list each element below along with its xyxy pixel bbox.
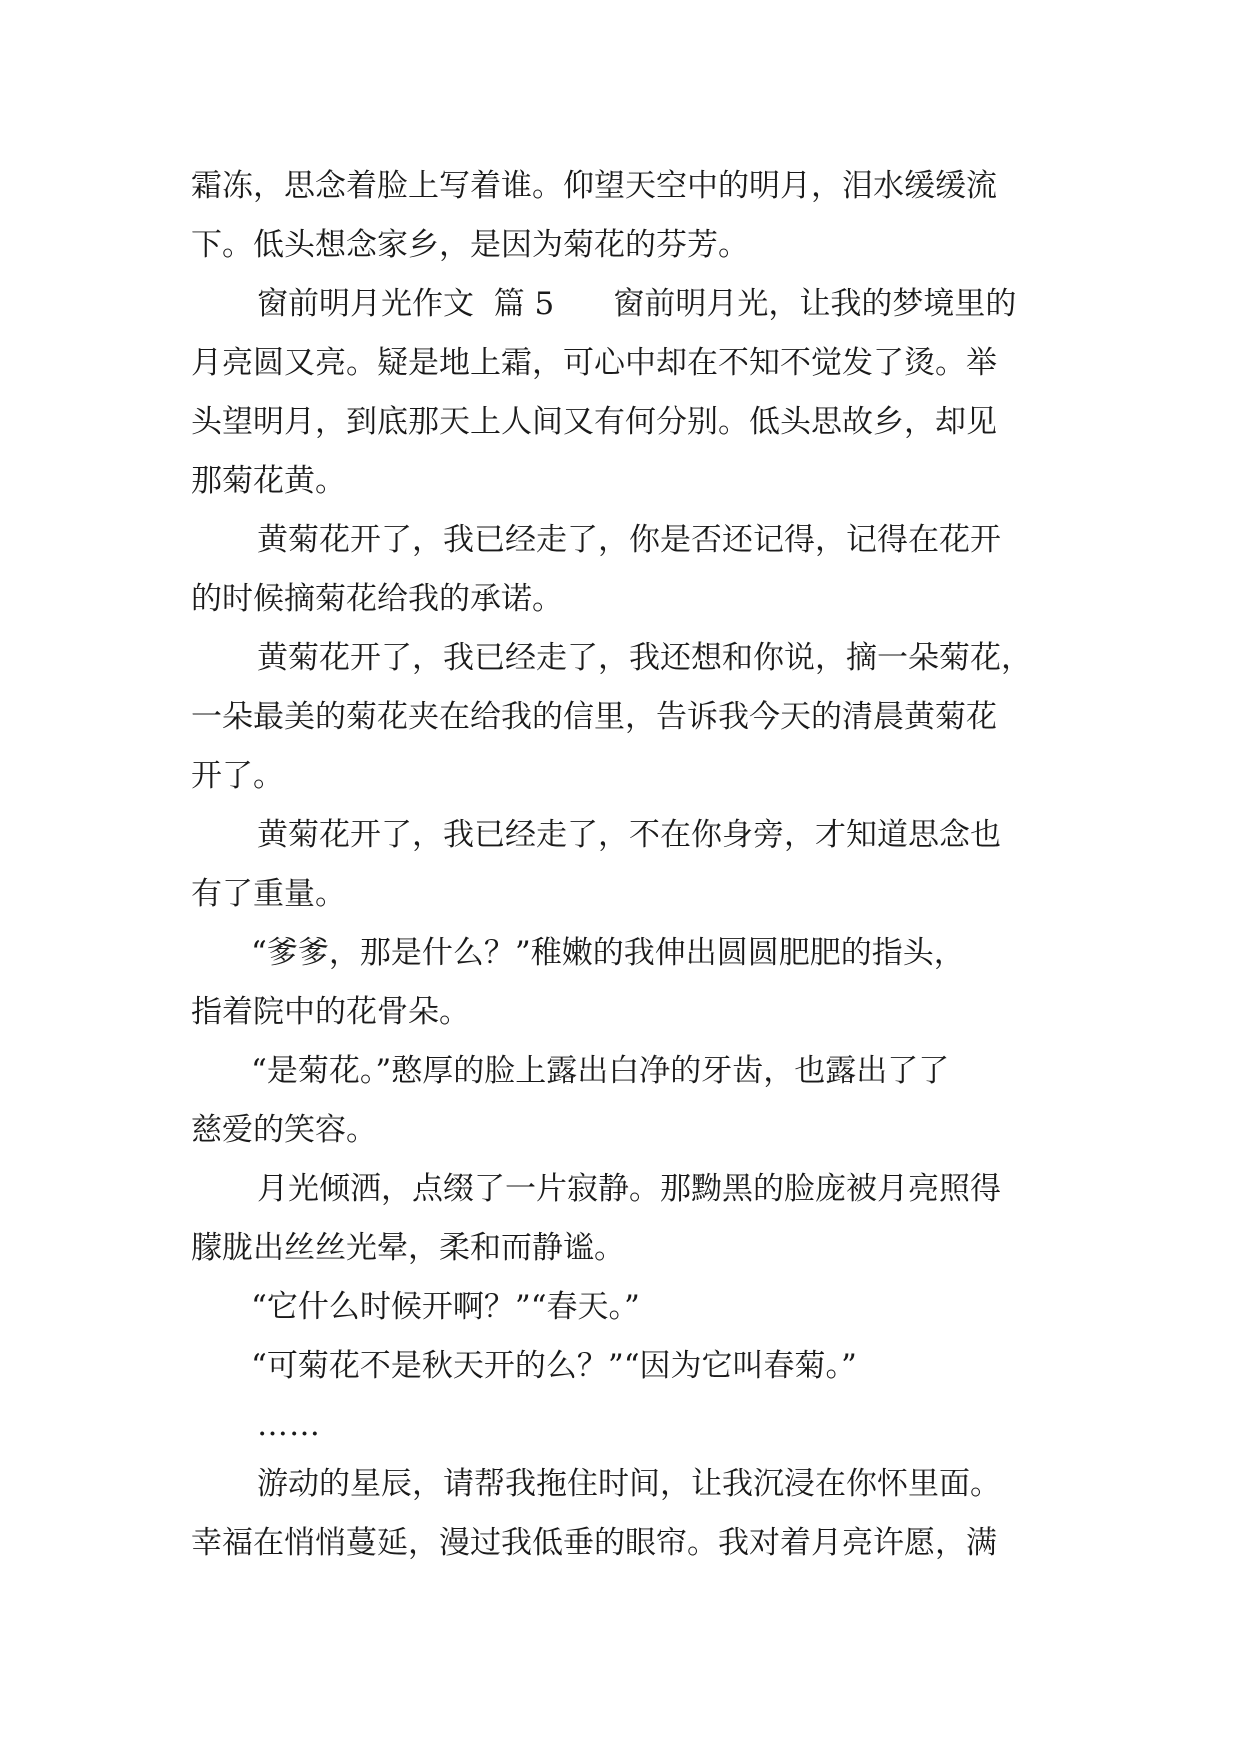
text-line: “可菊花不是秋天开的么？”“因为它叫春菊。” <box>251 1348 857 1384</box>
text-line: 有了重量。 <box>191 876 346 912</box>
document-body <box>191 157 1051 1573</box>
text-line: “它什么时候开啊？”“春天。” <box>251 1289 640 1325</box>
text-line: 朦胧出丝丝光晕，柔和而静谧。 <box>191 1230 625 1266</box>
text-line: 慈爱的笑容。 <box>191 1112 377 1148</box>
text-line: 月亮圆又亮。疑是地上霜，可心中却在不知不觉发了烫。举 <box>191 345 997 381</box>
text-line: 一朵最美的菊花夹在给我的信里，告诉我今天的清晨黄菊花 <box>191 699 997 735</box>
text-line: 霜冻，思念着脸上写着谁。仰望天空中的明月，泪水缓缓流 <box>191 168 997 204</box>
text-line: 幸福在悄悄蔓延，漫过我低垂的眼帘。我对着月亮许愿，满 <box>191 1525 997 1561</box>
text-line: 那菊花黄。 <box>191 463 346 499</box>
text-line: 黄菊花开了，我已经走了，不在你身旁，才知道思念也 <box>257 817 1001 853</box>
text-line: 开了。 <box>191 758 284 794</box>
text-line: 黄菊花开了，我已经走了，你是否还记得，记得在花开 <box>257 522 1001 558</box>
text-line: 指着院中的花骨朵。 <box>191 994 470 1030</box>
text-line: 下。低头想念家乡，是因为菊花的芬芳。 <box>191 227 749 263</box>
text-line: 月光倾洒，点缀了一片寂静。那黝黑的脸庞被月亮照得 <box>257 1171 1001 1207</box>
text-line: 头望明月，到底那天上人间又有何分别。低头思故乡，却见 <box>191 404 997 440</box>
text-line: …… <box>257 1407 321 1443</box>
text-line: “是菊花。”憨厚的脸上露出白净的牙齿，也露出了了 <box>251 1053 950 1089</box>
text-line: 游动的星辰，请帮我拖住时间，让我沉浸在你怀里面。 <box>257 1466 1001 1502</box>
text-line: 的时候摘菊花给我的承诺。 <box>191 581 563 617</box>
text-line: “爹爹，那是什么？”稚嫩的我伸出圆圆肥肥的指头， <box>251 935 965 971</box>
section-heading-line: 窗前明月光作文 篇 5 窗前明月光，让我的梦境里的 <box>257 286 1017 322</box>
text-line: 黄菊花开了，我已经走了，我还想和你说，摘一朵菊花， <box>257 640 1032 676</box>
